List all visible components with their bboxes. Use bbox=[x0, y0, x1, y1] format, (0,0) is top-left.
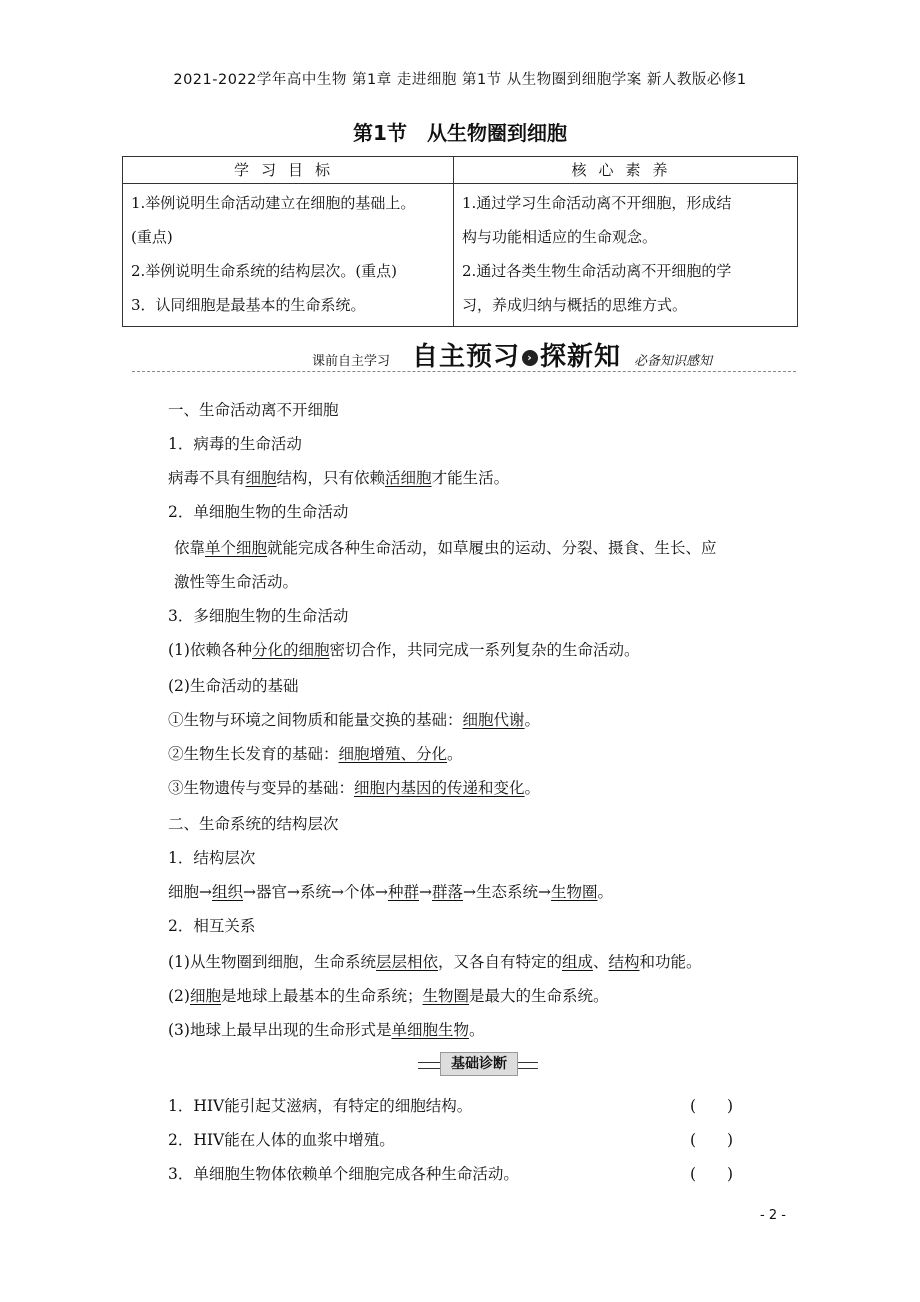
relation-1: (1)从生物圈到细胞，生命系统层层相依，又各自有特定的组成、结构和功能。 bbox=[168, 953, 702, 971]
p2-text-cont: 激性等生命活动。 bbox=[174, 573, 299, 591]
col-head-goals: 学习目标 bbox=[123, 157, 454, 184]
answer-blank-2[interactable]: ( ) bbox=[690, 1131, 734, 1149]
diag-item-1: 1．HIV能引起艾滋病，有特定的细胞结构。 bbox=[168, 1097, 473, 1115]
heading-1: 一、生命活动离不开细胞 bbox=[168, 401, 339, 419]
l2-title: 2．相互关系 bbox=[168, 917, 256, 935]
section-title: 第1节 从生物圈到细胞 bbox=[353, 121, 567, 145]
heading-2: 二、生命系统的结构层次 bbox=[168, 815, 339, 833]
p3-title: 3．多细胞生物的生命活动 bbox=[168, 607, 349, 625]
objectives-table bbox=[122, 156, 798, 327]
diag-item-2: 2．HIV能在人体的血浆中增殖。 bbox=[168, 1131, 395, 1149]
basis-2: ②生物生长发育的基础：细胞增殖、分化。 bbox=[168, 745, 463, 763]
banner-title: 自主预习 › 探新知 bbox=[412, 342, 622, 372]
banner-right-label: 必备知识感知 bbox=[634, 354, 713, 369]
banner-left-label: 课前自主学习 bbox=[312, 354, 391, 369]
literacy-cell: 1.通过学习生命活动离不开细胞，形成结 构与功能相适应的生命观念。 2.通过各类生物生命活动离不开细胞的学 习，养成归纳与概括的思维方式。 bbox=[454, 184, 798, 327]
running-header: 2021-2022学年高中生物 第1章 走进细胞 第1节 从生物圈到细胞学案 新人教版必修1 bbox=[173, 72, 747, 88]
goals-cell: 1.举例说明生命活动建立在细胞的基础上。 (重点) 2.举例说明生命系统的结构层次。(重点) 3．认同细胞是最基本的生命系统。 bbox=[123, 184, 454, 327]
banner-divider bbox=[132, 371, 796, 372]
diagnosis-label: 基础诊断 bbox=[440, 1052, 518, 1076]
hierarchy-chain: 细胞→组织→器官→系统→个体→种群→群落→生态系统→生物圈。 bbox=[168, 883, 614, 901]
answer-blank-3[interactable]: ( ) bbox=[690, 1165, 734, 1183]
arrow-dot-icon: › bbox=[522, 350, 538, 366]
col-head-literacy: 核心素养 bbox=[454, 157, 798, 184]
p1-text: 病毒不具有细胞结构，只有依赖活细胞才能生活。 bbox=[168, 469, 510, 487]
p1-title: 1．病毒的生命活动 bbox=[168, 435, 302, 453]
p3-item-2: (2)生命活动的基础 bbox=[168, 677, 299, 695]
p3-item-1: (1)依赖各种分化的细胞密切合作，共同完成一系列复杂的生命活动。 bbox=[168, 641, 640, 659]
page-number: - 2 - bbox=[760, 1208, 786, 1223]
diagnosis-label-box bbox=[418, 1050, 538, 1076]
p2-title: 2．单细胞生物的生命活动 bbox=[168, 503, 349, 521]
relation-3: (3)地球上最早出现的生命形式是单细胞生物。 bbox=[168, 1021, 485, 1039]
diag-item-3: 3．单细胞生物体依赖单个细胞完成各种生命活动。 bbox=[168, 1165, 519, 1183]
answer-blank-1[interactable]: ( ) bbox=[690, 1097, 734, 1115]
p2-text: 依靠单个细胞就能完成各种生命活动，如草履虫的运动、分裂、摄食、生长、应 bbox=[174, 539, 717, 557]
l1-title: 1．结构层次 bbox=[168, 849, 256, 867]
basis-3: ③生物遗传与变异的基础：细胞内基因的传递和变化。 bbox=[168, 779, 541, 797]
relation-2: (2)细胞是地球上最基本的生命系统；生物圈是最大的生命系统。 bbox=[168, 987, 609, 1005]
preview-banner bbox=[132, 338, 796, 372]
basis-1: ①生物与环境之间物质和能量交换的基础：细胞代谢。 bbox=[168, 711, 541, 729]
